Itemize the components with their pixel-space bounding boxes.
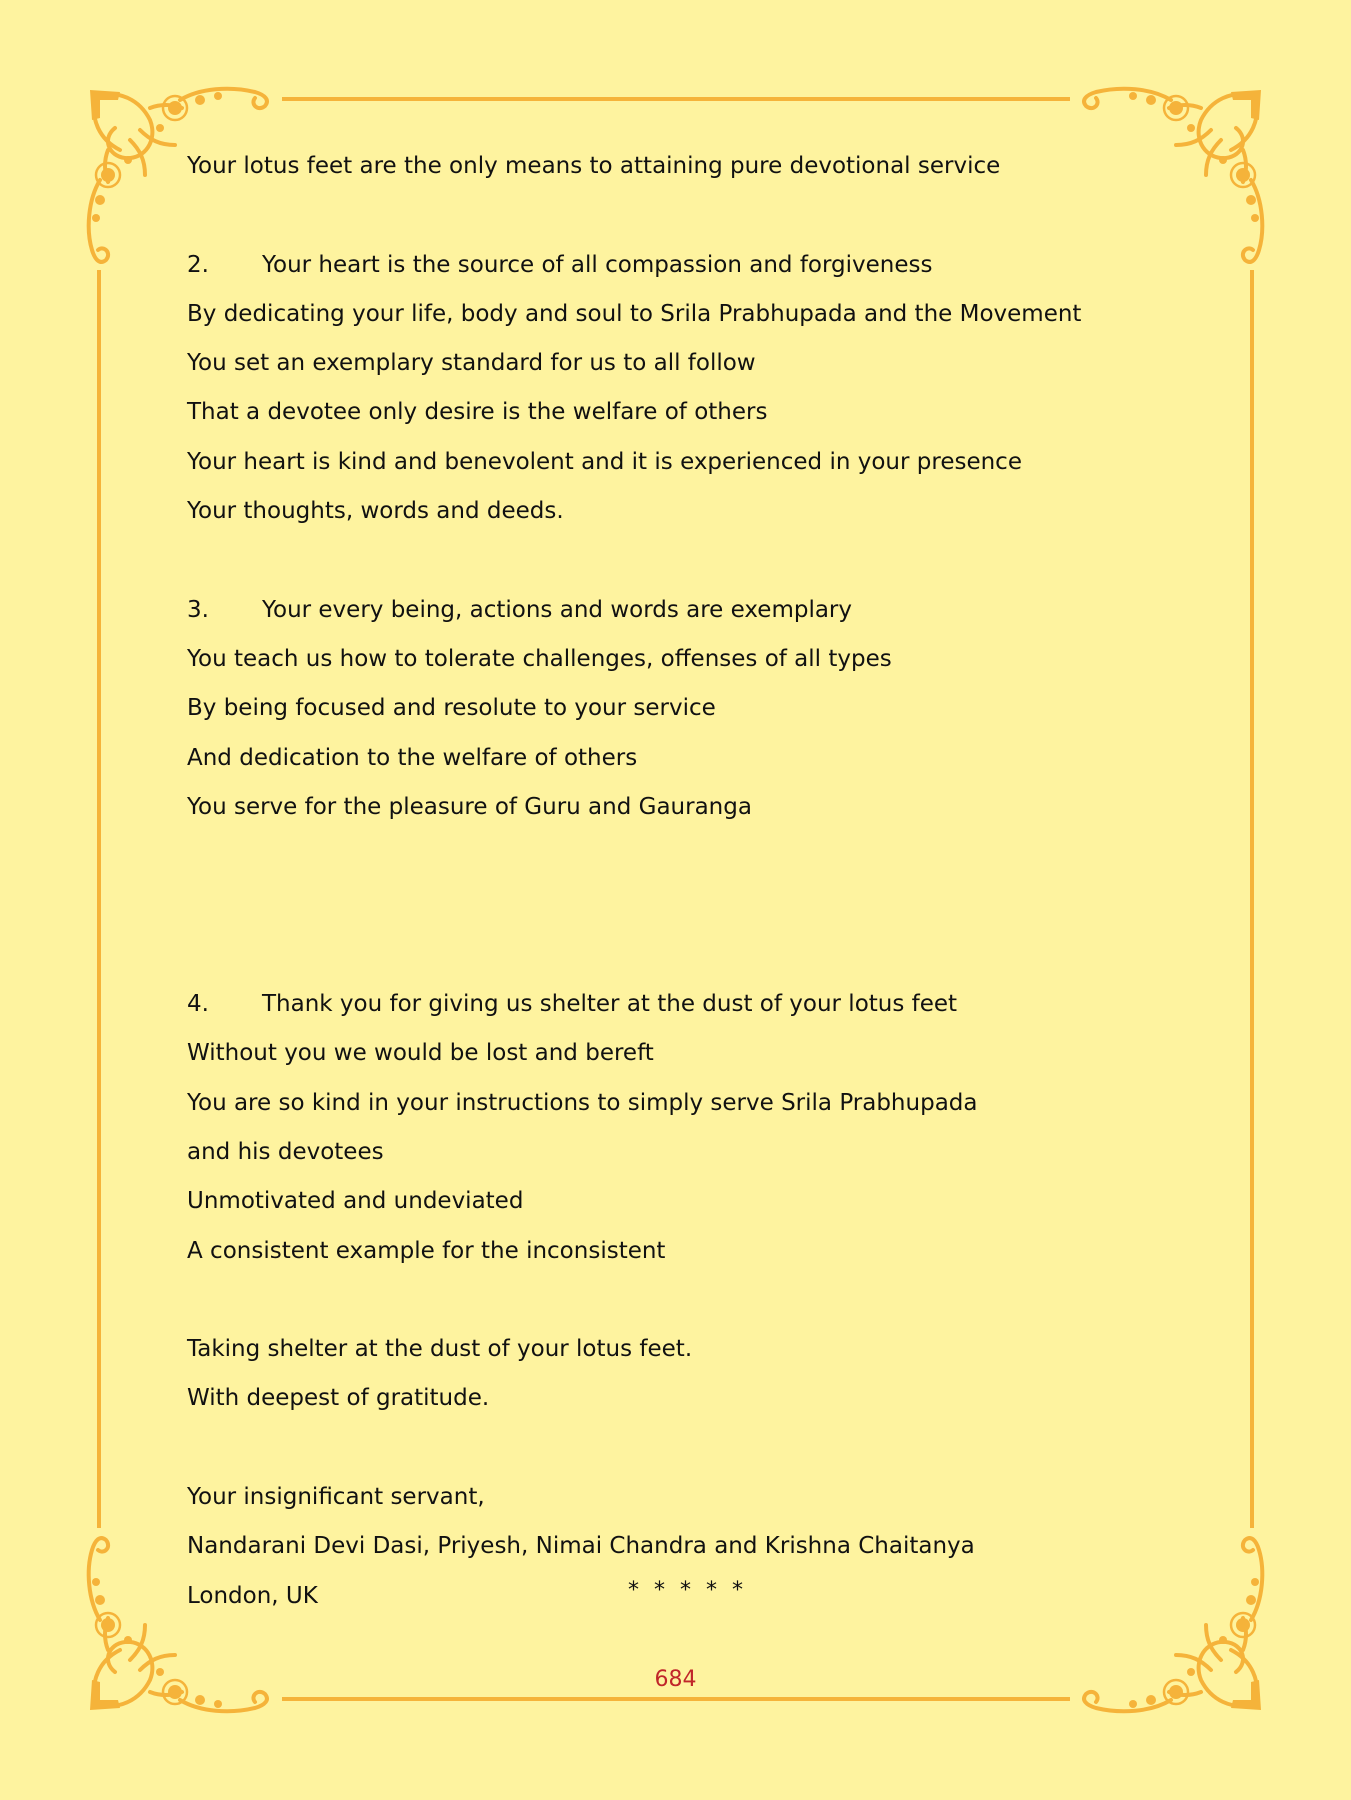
- closing-line: With deepest of gratitude.: [187, 1385, 490, 1412]
- signature-line: London, UK: [187, 1582, 318, 1609]
- verse-line: And dedication to the welfare of others: [187, 744, 638, 771]
- section-separator: * * * * *: [628, 1578, 747, 1603]
- verse-line: 2. Your heart is the source of all compassion and forgiveness: [187, 247, 1187, 296]
- verse-line: You teach us how to tolerate challenges, offenses of all types: [187, 645, 892, 672]
- verse-line: You set an exemplary standard for us to all follow: [187, 350, 756, 377]
- verse-line: Your heart is kind and benevolent and it is experienced in your presence: [187, 448, 1022, 475]
- letter-body: [187, 148, 1187, 1627]
- verse-line: Without you we would be lost and bereft: [187, 1040, 654, 1067]
- verse-line: By dedicating your life, body and soul to Srila Prabhupada and the Movement: [187, 300, 1082, 327]
- verse-line: That a devotee only desire is the welfare of others: [187, 399, 768, 426]
- verse-line: You serve for the pleasure of Guru and Gauranga: [187, 793, 752, 820]
- verse-line: Unmotivated and undeviated: [187, 1188, 524, 1215]
- verse-line: 4. Thank you for giving us shelter at the dust of your lotus feet: [187, 986, 1187, 1035]
- verse-line: 3. Your every being, actions and words are exemplary: [187, 592, 1187, 641]
- closing-line: Taking shelter at the dust of your lotus feet.: [187, 1336, 693, 1363]
- verse-line: Your lotus feet are the only means to attaining pure devotional service: [187, 153, 1001, 179]
- page-number: 684: [654, 1667, 697, 1692]
- verse-number: 3.: [187, 596, 209, 623]
- verse-line: By being focused and resolute to your service: [187, 695, 716, 722]
- signature-line: Nandarani Devi Dasi, Priyesh, Nimai Chandra and Krishna Chaitanya: [187, 1533, 975, 1560]
- signature-line: Your insignificant servant,: [187, 1484, 485, 1511]
- verse-line: You are so kind in your instructions to simply serve Srila Prabhupada: [187, 1089, 978, 1116]
- verse-line: Your thoughts, words and deeds.: [187, 498, 564, 525]
- verse-line: and his devotees: [187, 1138, 384, 1165]
- verse-number: 4.: [187, 991, 209, 1018]
- verse-line: A consistent example for the inconsistent: [187, 1237, 666, 1264]
- verse-number: 2.: [187, 251, 209, 278]
